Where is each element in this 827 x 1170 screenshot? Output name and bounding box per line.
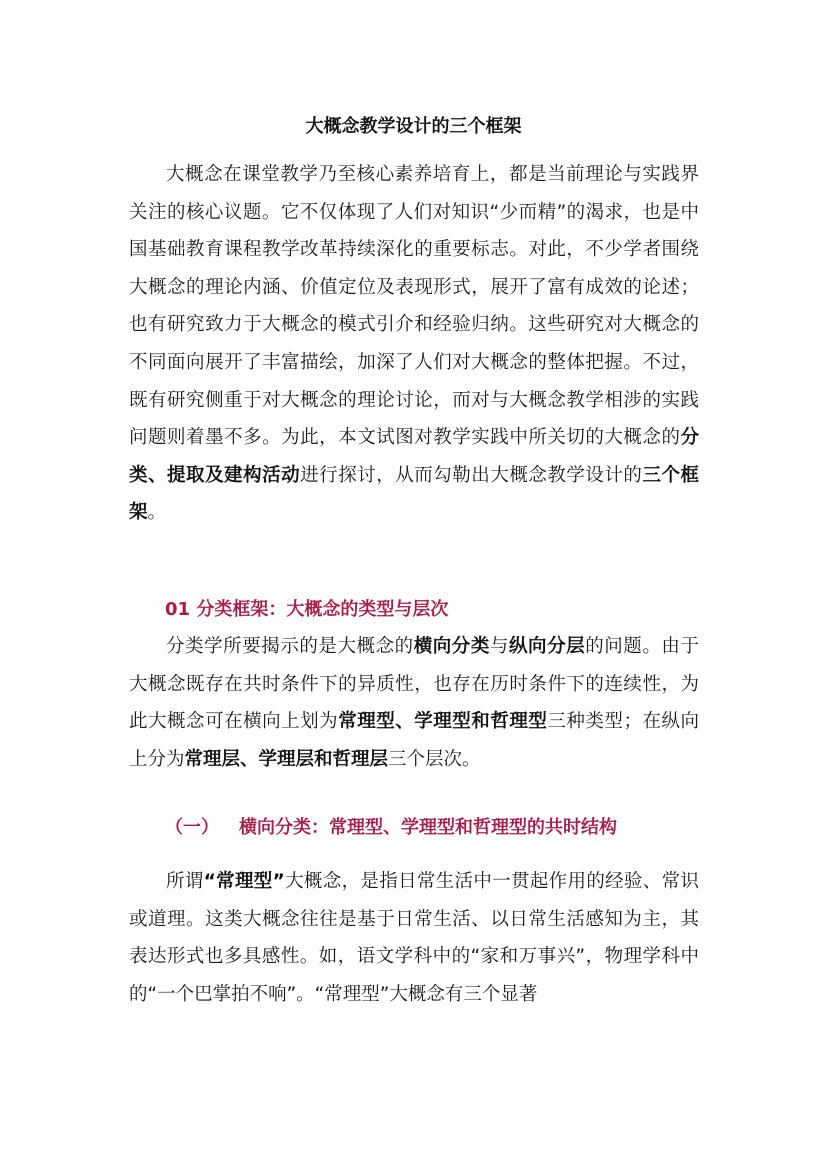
- document-title: 大概念教学设计的三个框架: [305, 116, 522, 137]
- bold-run: 分类、提取及建构活动: [129, 427, 699, 486]
- common-sense-paragraph: [129, 863, 699, 1013]
- bold-run: 纵向分层: [508, 636, 586, 657]
- section-title: 分类框架：大概念的类型与层次: [196, 599, 449, 620]
- text-run: 进行探讨，从而勾勒出大概念教学设计的: [300, 464, 643, 486]
- section-heading: [165, 595, 448, 621]
- text-run: 与: [489, 636, 509, 657]
- subsection-number: （一）: [165, 817, 219, 838]
- classification-paragraph: [129, 628, 699, 778]
- bold-run: 横向分类: [413, 636, 490, 657]
- bold-run: “常理型”: [203, 871, 285, 892]
- subsection-title: 横向分类：常理型、学理型和哲理型的共时结构: [239, 817, 617, 838]
- bold-run: 三个框架: [129, 464, 699, 524]
- text-run: 三种类型；在纵向上分为: [129, 711, 699, 770]
- bold-run: 常理型、学理型和哲理型: [338, 711, 548, 733]
- subsection-heading: [165, 813, 617, 839]
- text-run: 分类学所要揭示的是大概念的: [166, 636, 414, 657]
- text-run: 大概念，是指日常生活中一贯起作用的经验、常识或道理。这类大概念往往是基于日常生活、以日常生活感知为主，其表达形式也多具感性。如，语文学科中的“家和万事兴”，物理学科中的“一个巴掌拍不响”。“常理型”大概念有三个显著: [129, 871, 699, 1005]
- text-run: 所谓: [166, 871, 204, 892]
- bold-run: 常理层、学理层和哲理层: [184, 748, 389, 770]
- text-run: 。: [147, 502, 167, 524]
- text-run: 三个层次。: [388, 748, 481, 770]
- text-run: 的问题。由于大概念既存在共时条件下的异质性，也存在历时条件下的连续性，为此大概念可在横向上划为: [129, 636, 699, 733]
- section-number: 01: [165, 599, 191, 620]
- intro-paragraph: [129, 156, 699, 532]
- text-run: 大概念在课堂教学乃至核心素养培育上，都是当前理论与实践界关注的核心议题。它不仅体现了人们对知识“少而精”的渴求，也是中国基础教育课程教学改革持续深化的重要标志。对此，不少学者围绕大概念的理论内涵、价值定位及表现形式，展开了富有成效的论述；也有研究致力于大概念的模式引介和经验归纳。这些研究对大概念的不同面向展开了丰富描绘，加深了人们对大概念的整体把握。不过，既有研究侧重于对大概念的理论讨论，而对与大概念教学相涉的实践问题则着墨不多。为此，本文试图对教学实践中所关切的大概念的: [129, 164, 699, 449]
